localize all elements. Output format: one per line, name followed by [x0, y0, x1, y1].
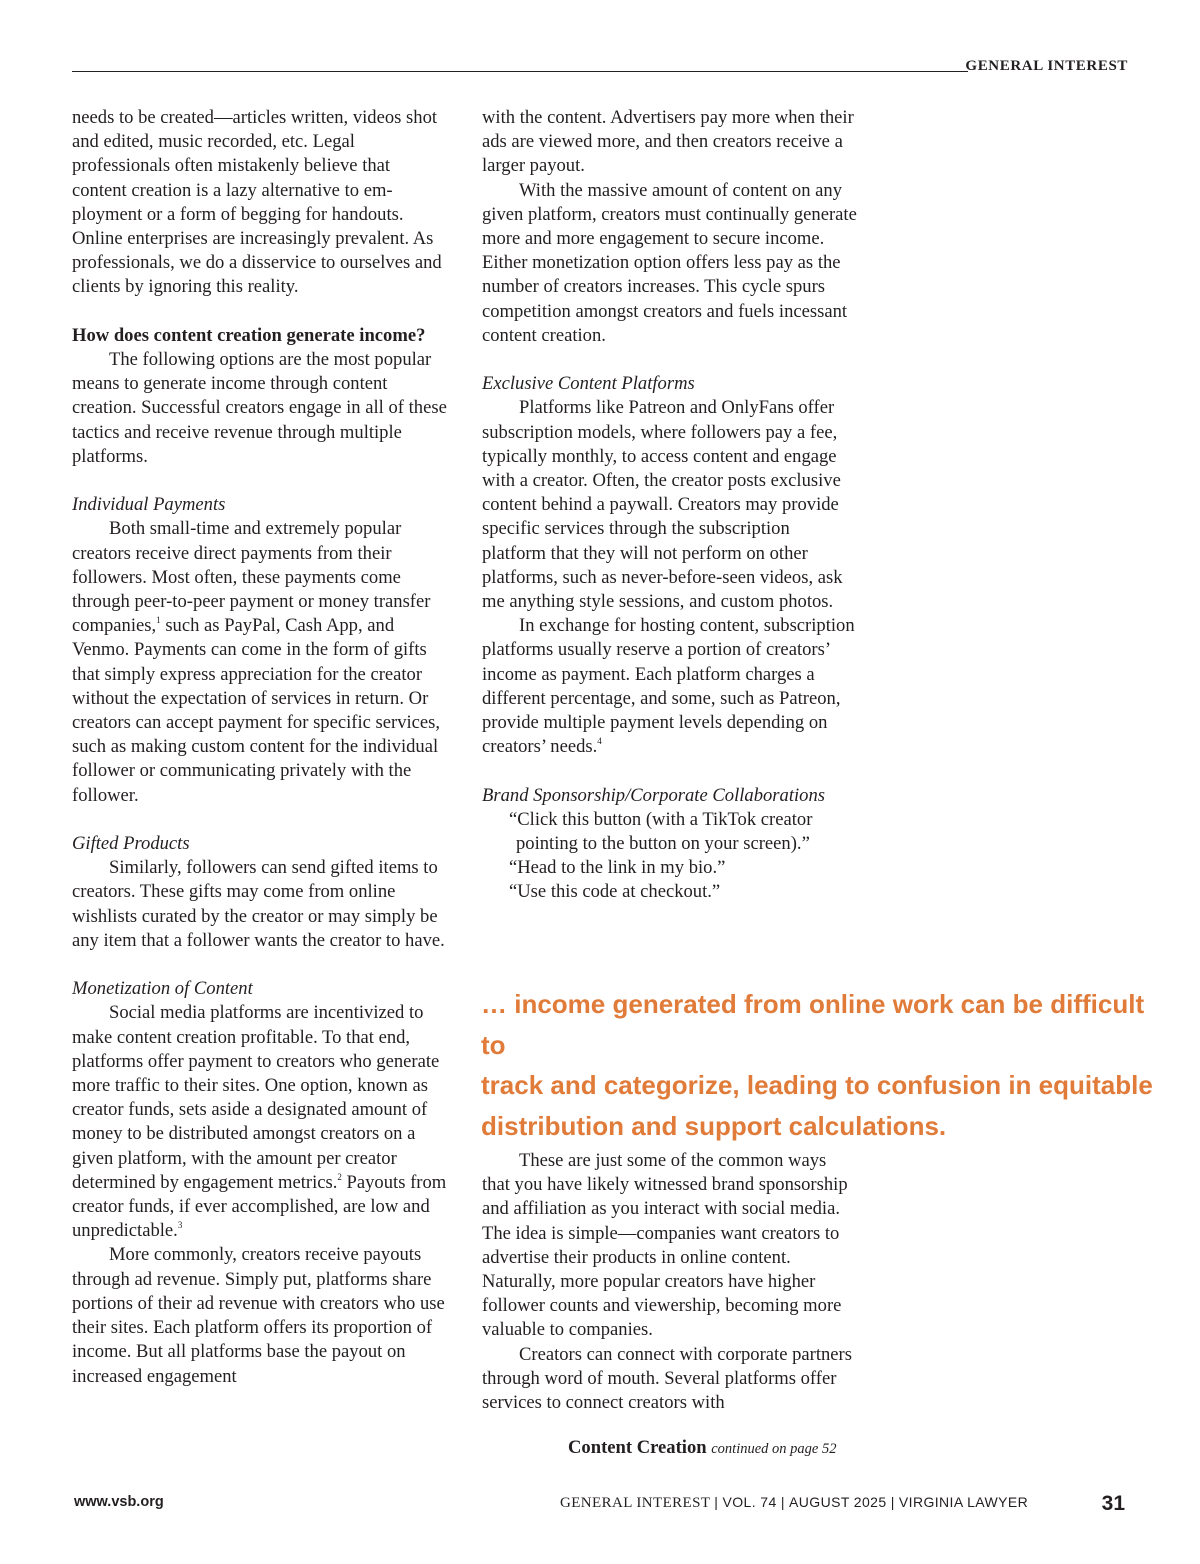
header-rule: [72, 71, 968, 72]
continued-note: [568, 1437, 837, 1459]
footer-website[interactable]: www.vsb.org: [74, 1494, 164, 1510]
pull-quote-line: … income generated from online work can be difficult to: [481, 989, 1145, 1060]
footnote-ref: 4: [597, 736, 602, 747]
paragraph: Platforms like Patreon and OnlyFans offer subscription models, where followers pay a fee, typically monthly, to access content and engage with a creator. Often, the creator posts exclusive content behind a paywall. Creators may provide specific services through the subscription platform that they will not perform on other platforms, such as never-before-seen videos, ask me anything style sessions, and custom photos.: [482, 397, 843, 613]
footnote-ref: 2: [337, 1171, 342, 1182]
column-right-lower: [482, 1149, 858, 1415]
quote: “Use this code at checkout.”: [509, 881, 721, 903]
paragraph: Similarly, followers can send gifted items to creators. These gifts may come from online wishlists curated by the creator or may simply be any item that a follower wants the creator to have.: [72, 857, 445, 951]
paragraph: Both small-time and extremely popular creators receive direct payments from their followers. Most often, these payments come through peer-to-peer payment or money transfer companies,$^1$ such as PayPal, Cash App, and Venmo. Payments can come in the form of gifts that simply express appreciation for the creator without the expectation of services in return. Or creators can accept payment for specific services, such as making custom content for the individual follower or communicating privately with the follower.: [72, 518, 441, 806]
page-number: 31: [1101, 1492, 1125, 1515]
pull-quote-line: distribution and support calculations.: [481, 1110, 947, 1141]
quote: “Click this button (with a TikTok creator pointing to the button on your screen).”: [509, 808, 813, 855]
paragraph: The following options are the most popular means to generate income through content creation. Successful creators engage in all of these tactics and receive revenue through multiple platforms.: [72, 349, 447, 467]
subheading-exclusive-platforms: Exclusive Content Platforms: [482, 373, 695, 395]
footer-volume: VOL. 74: [722, 1494, 777, 1510]
paragraph: Creators can connect with corporate partners through word of mouth. Several platforms offer services to connect creators with: [482, 1343, 852, 1414]
pull-quote-line: track and categorize, leading to confusion in equitable: [481, 1070, 1153, 1100]
subheading-brand-sponsorship: Brand Sponsorship/Corporate Collaborations: [482, 784, 825, 806]
footer-info: GENERAL INTEREST | VOL. 74 | AUGUST 2025 | VIRGINIA LAWYER: [560, 1494, 1029, 1511]
paragraph: with the content. Advertisers pay more when their ads are viewed more, and then creators receive a larger payout.: [482, 107, 854, 177]
footer-section: GENERAL INTEREST: [560, 1495, 711, 1511]
pull-quote: [481, 984, 1161, 1146]
continued-title: Content Creation: [568, 1437, 707, 1458]
paragraph: Social media platforms are incentivized to make content creation profitable. To that end, platforms offer payment to creators who generate more traffic to their sites. One option, known as creator funds, sets aside a designated amount of money to be distributed amongst creators on a given platform, with the amount per creator determined by engagement metrics.$^2$ Payouts from creator funds, if ever accomplished, are low and unpredictable.$^3$: [72, 1002, 447, 1242]
section-label: GENERAL INTEREST: [965, 58, 1128, 74]
footnote-ref: 3: [177, 1220, 183, 1231]
section-heading: How does content creation generate income?: [72, 324, 426, 346]
footnote-ref: 1: [156, 615, 161, 626]
quote: “Head to the link in my bio.”: [509, 857, 726, 879]
column-right: [482, 106, 858, 905]
column-left: [72, 106, 448, 1389]
paragraph: In exchange for hosting content, subscription platforms usually reserve a portion of creators’ income as payment. Each platform charges a different percentage, and some, such as Patreon, provide multiple payment levels depending on creators’ needs.$^4$: [482, 615, 855, 758]
subheading-gifted-products: Gifted Products: [72, 833, 190, 855]
continued-page: continued on page 52: [711, 1441, 837, 1457]
paragraph: With the massive amount of content on any given platform, creators must continually generate more and more engagement to secure income. Either monetization option offers less pay as the number of creators increases. This cycle spurs competition amongst creators and fuels incessant content creation.: [482, 179, 857, 346]
paragraph: These are just some of the common ways that you have likely witnessed brand sponsorship and affiliation as you interact with social media. The idea is simple—companies want creators to advertise their products in online content. Naturally, more popular creators have higher follower counts and viewership, becoming more valuable to companies.: [482, 1150, 848, 1341]
subheading-individual-payments: Individual Payments: [72, 494, 226, 516]
footer-date: AUGUST 2025: [789, 1494, 887, 1510]
paragraph: needs to be created—articles written, videos shot and edited, music recorded, etc. Legal professionals often mistakenly believe that content creation is a lazy alternative to employment or a form of begging for handouts. Online enterprises are increasingly prevalent. As professionals, we do a disservice to ourselves and clients by ignoring this reality.: [72, 107, 442, 298]
footer-magazine: VIRGINIA LAWYER: [898, 1494, 1029, 1510]
paragraph: More commonly, creators receive payouts through ad revenue. Simply put, platforms share portions of their ad revenue with creators who use their sites. Each platform offers its proportion of income. But all platforms base the payout on increased engagement: [72, 1244, 445, 1387]
subheading-monetization: Monetization of Content: [72, 978, 253, 1000]
